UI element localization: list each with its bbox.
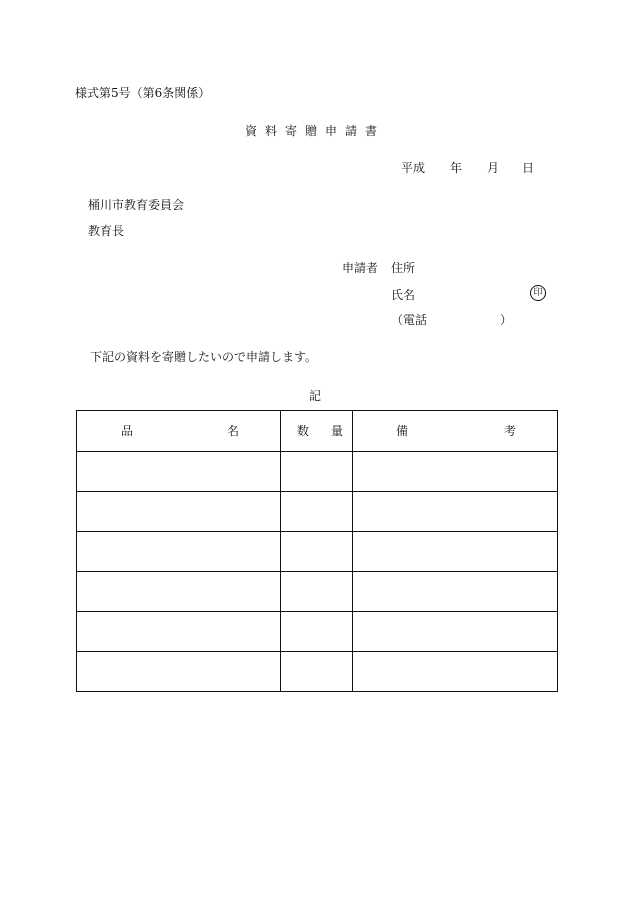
cell-item[interactable] (77, 532, 281, 572)
cell-qty[interactable] (281, 652, 353, 692)
cell-qty[interactable] (281, 452, 353, 492)
cell-qty[interactable] (281, 492, 353, 532)
header-qty-char-1: 数 (297, 424, 310, 438)
recipient-organization: 桶川市教育委員会 (88, 198, 185, 212)
items-table (76, 410, 558, 692)
cell-note[interactable] (353, 492, 558, 532)
cell-item[interactable] (77, 452, 281, 492)
date-month: 月 (487, 161, 500, 175)
recipient-title: 教育長 (88, 224, 125, 238)
table-row (77, 532, 558, 572)
name-label: 氏名 (391, 288, 416, 302)
seal-mark-icon: 印 (530, 285, 546, 301)
header-qty-char-2: 量 (331, 424, 344, 438)
header-note-char-2: 考 (504, 424, 517, 438)
form-number-label: 様式第5号（第6条関係） (75, 86, 211, 100)
cell-note[interactable] (353, 452, 558, 492)
application-statement: 下記の資料を寄贈したいので申請します。 (90, 350, 318, 364)
cell-note[interactable] (353, 652, 558, 692)
phone-label-close: ） (500, 313, 513, 327)
header-item-char-2: 名 (227, 424, 240, 438)
cell-qty[interactable] (281, 612, 353, 652)
table-row (77, 492, 558, 532)
cell-item[interactable] (77, 652, 281, 692)
cell-qty[interactable] (281, 572, 353, 612)
table-row (77, 572, 558, 612)
table-row (77, 652, 558, 692)
header-quantity (281, 411, 353, 452)
applicant-label: 申請者 (342, 261, 379, 275)
table-row (77, 452, 558, 492)
document-title: 資料寄贈申請書 (244, 124, 385, 138)
cell-note[interactable] (353, 532, 558, 572)
header-remarks (353, 411, 558, 452)
header-item-name (77, 411, 281, 452)
date-year: 年 (450, 161, 463, 175)
table-row (77, 612, 558, 652)
cell-note[interactable] (353, 572, 558, 612)
header-note-char-1: 備 (396, 424, 409, 438)
header-item-char-1: 品 (121, 424, 134, 438)
date-day: 日 (522, 161, 535, 175)
cell-item[interactable] (77, 492, 281, 532)
ki-heading: 記 (308, 389, 321, 403)
cell-item[interactable] (77, 572, 281, 612)
address-label: 住所 (391, 261, 416, 275)
phone-label-open: （電話 (391, 313, 428, 327)
table-header-row (77, 411, 558, 452)
cell-qty[interactable] (281, 532, 353, 572)
date-era: 平成 (401, 161, 426, 175)
cell-note[interactable] (353, 612, 558, 652)
cell-item[interactable] (77, 612, 281, 652)
